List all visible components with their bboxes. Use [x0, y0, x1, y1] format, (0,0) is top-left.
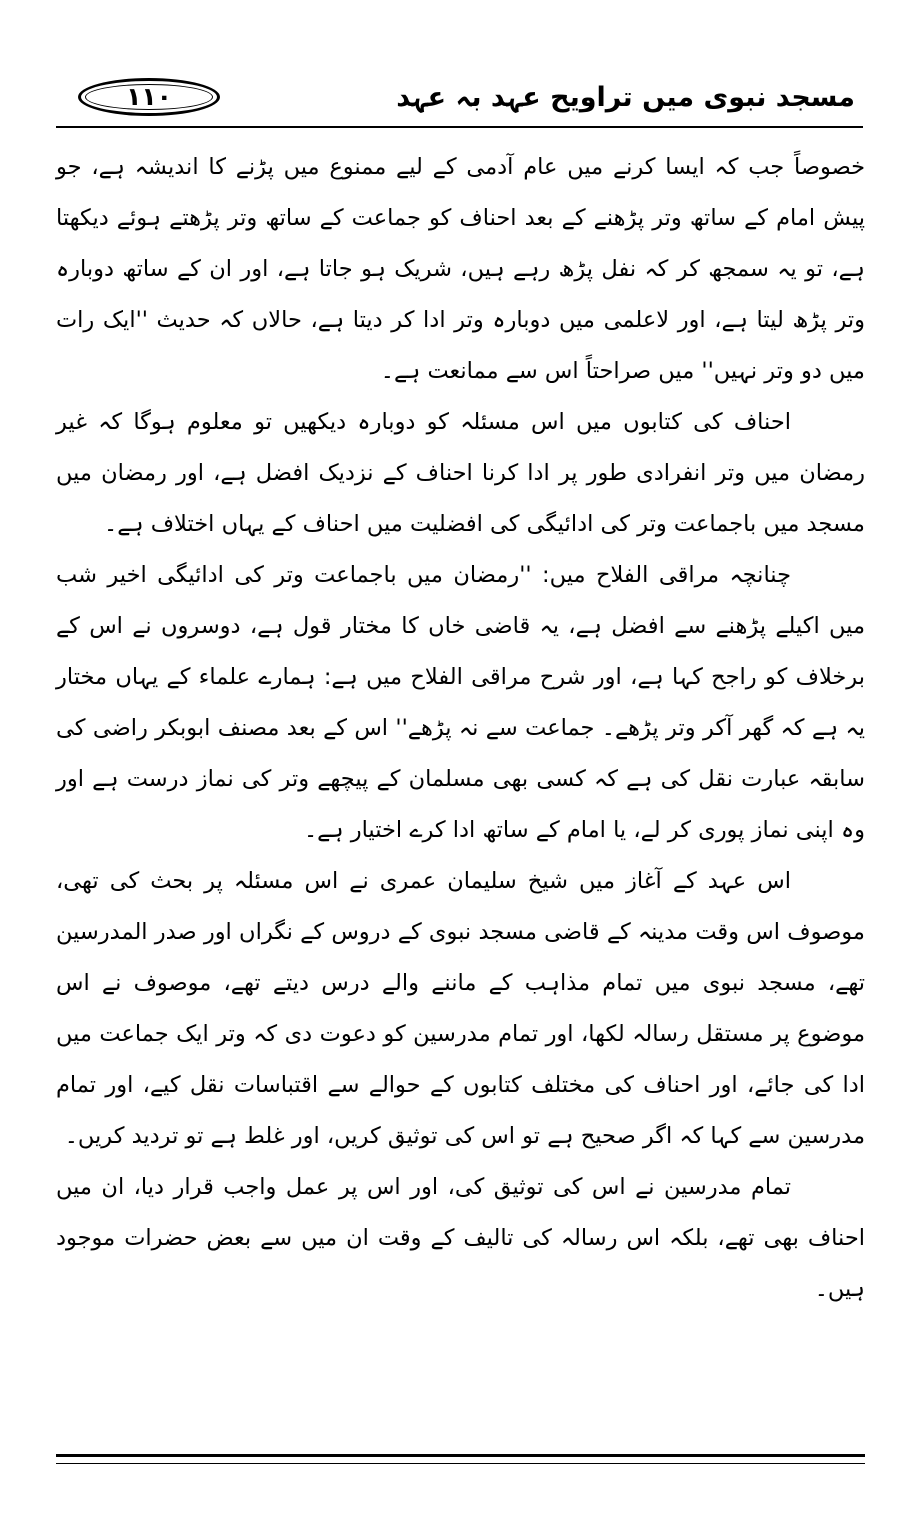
paragraph-3: چنانچہ مراقی الفلاح میں: ''رمضان میں باجماعت وتر کی ادائیگی اخیر شب میں اکیلے پڑھنے سے افضل ہے، یہ قاضی خاں کا مختار قول ہے، دوسروں نے اس کے برخلاف کو راجح کہا ہے، اور شرح مراقی الفلاح میں ہے: ہمارے علماء کے یہاں مختار یہ ہے کہ گھر آکر وتر پڑھے۔ جماعت سے نہ پڑھے'' اس کے بعد مصنف ابوبکر راضی کی سابقہ عبارت نقل کی ہے کہ کسی بھی مسلمان کے پیچھے وتر کی نماز درست ہے اور وہ اپنی نماز پوری کر لے، یا امام کے ساتھ ادا کرے اختیار ہے۔	[56, 562, 865, 843]
paragraph-4: اس عہد کے آغاز میں شیخ سلیمان عمری نے اس مسئلہ پر بحث کی تھی، موصوف اس وقت مدینہ کے قاضی مسجد نبوی کے دروس کے نگراں اور صدر المدرسین تھے، مسجد نبوی میں تمام مذاہب کے ماننے والے درس دیتے تھے، موصوف نے اس موضوع پر مستقل رسالہ لکھا، اور تمام مدرسین کو دعوت دی کہ وتر ایک جماعت میں ادا کی جائے، اور احناف کی مختلف کتابوں کے حوالے سے اقتباسات نقل کیے، اور تمام مدرسین سے کہا کہ اگر صحیح ہے تو اس کی توثیق کریں، اور غلط ہے تو تردید کریں۔	[56, 868, 865, 1149]
paragraph-1: خصوصاً جب کہ ایسا کرنے میں عام آدمی کے لیے ممنوع میں پڑنے کا اندیشہ ہے، جو پیش امام کے ساتھ وتر پڑھنے کے بعد احناف کو جماعت کے ساتھ وتر پڑھتے ہوئے دیکھتا ہے، تو یہ سمجھ کر کہ نفل پڑھ رہے ہیں، شریک ہو جاتا ہے، اور ان کے ساتھ دوبارہ وتر پڑھ لیتا ہے، اور لاعلمی میں دوبارہ وتر ادا کر دیتا ہے، حالاں کہ حدیث ''ایک رات میں دو وتر نہیں'' میں صراحتاً اس سے ممانعت ہے۔	[56, 154, 865, 384]
page-body	[56, 142, 865, 1315]
footer-divider-thick	[56, 1454, 865, 1457]
page-number: ١١٠	[126, 82, 172, 111]
page-number-frame	[78, 78, 220, 116]
footer-divider-thin	[56, 1463, 865, 1464]
running-title: مسجد نبوی میں تراویح عہد بہ عہد	[396, 82, 855, 113]
paragraph-5: تمام مدرسین نے اس کی توثیق کی، اور اس پر عمل واجب قرار دیا، ان میں احناف بھی تھے، بلکہ اس رسالہ کی تالیف کے وقت ان میں سے بعض حضرات موجود ہیں۔	[56, 1174, 865, 1302]
page-header	[56, 72, 865, 132]
paragraph-2: احناف کی کتابوں میں اس مسئلہ کو دوبارہ دیکھیں تو معلوم ہوگا کہ غیر رمضان میں وتر انفرادی طور پر ادا کرنا احناف کے نزدیک افضل ہے، اور رمضان میں مسجد میں باجماعت وتر کی ادائیگی کی افضلیت میں احناف کے یہاں اختلاف ہے۔	[56, 409, 865, 537]
header-divider	[56, 126, 863, 128]
